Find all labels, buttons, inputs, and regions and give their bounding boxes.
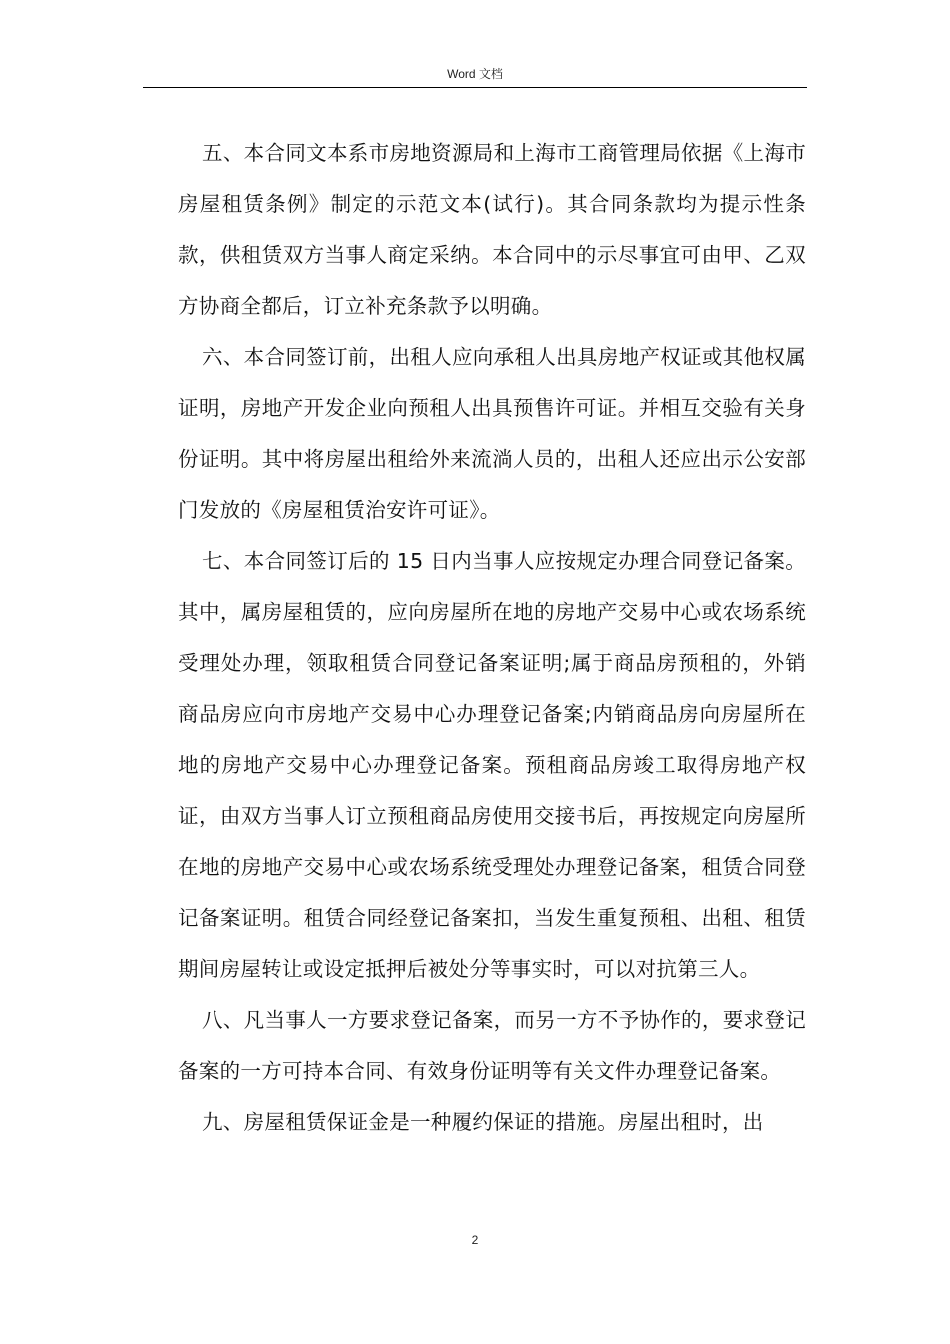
paragraph-clause-6: 六、本合同签订前，出租人应向承租人出具房地产权证或其他权属证明，房地产开发企业向预租人出具预售许可证。并相互交验有关身份证明。其中将房屋出租给外来流淌人员的，出租人还应出示公安部门发放的《房屋租赁治安许可证》。 [178,345,806,522]
paragraph-clause-7: 七、本合同签订后的 15 日内当事人应按规定办理合同登记备案。其中，属房屋租赁的，应向房屋所在地的房地产交易中心或农场系统受理处办理，领取租赁合同登记备案证明;属于商品房预租的，外销商品房应向市房地产交易中心办理登记备案;内销商品房向房屋所在地的房地产交易中心办理登记备案。预租商品房竣工取得房地产权证，由双方当事人订立预租商品房使用交接书后，再按规定向房屋所在地的房地产交易中心或农场系统受理处办理登记备案，租赁合同登记备案证明。租赁合同经登记备案扣，当发生重复预租、出租、租赁期间房屋转让或设定抵押后被处分等事实时，可以对抗第三人。 [178,549,806,981]
paragraph-clause-8: 八、凡当事人一方要求登记备案，而另一方不予协作的，要求登记备案的一方可持本合同、有效身份证明等有关文件办理登记备案。 [178,1008,806,1083]
paragraph-clause-5: 五、本合同文本系市房地资源局和上海市工商管理局依据《上海市房屋租赁条例》制定的示范文本(试行)。其合同条款均为提示性条款，供租赁双方当事人商定采纳。本合同中的示尽事宜可由甲、乙双方协商全都后，订立补充条款予以明确。 [178,141,806,318]
paragraph-clause-9: 九、房屋租赁保证金是一种履约保证的措施。房屋出租时，出 [202,1110,764,1134]
page-number: 2 [471,1233,479,1247]
document-body [178,128,806,1148]
header-divider [143,87,807,88]
page-header: Word 文档 [447,67,503,81]
